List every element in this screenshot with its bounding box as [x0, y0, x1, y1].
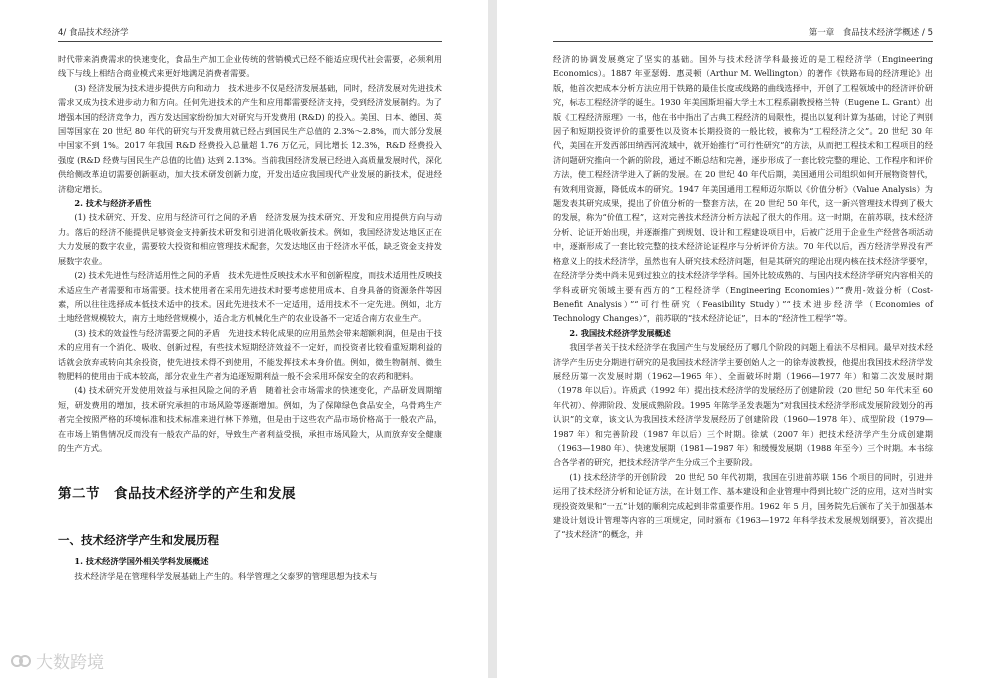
paragraph: (1) 技术经济学的开创阶段 20 世纪 50 年代初期，我国在引进前苏联 156 个项目的同时，引进并运用了技术经济分析和论证方法，在计划工作、基本建设和企业管理中得到比较广泛的应用，这对当时实现投资效果和“一五”计划的顺利完成起到非常重要作用。1962 年 5 月，国务院先后颁布了关于加强基本建设计划设计管理等内容的三项规定，同时颁布《1963—1972 年科学技术发展规划纲要》，首次提出了“技术经济”的概念，并 [553, 471, 933, 540]
subheading: 1. 技术经济学国外相关学科发展概述 [74, 556, 209, 567]
right-header-title: 第一章 食品技术经济学概述 [808, 28, 920, 38]
section-title: 第二节 食品技术经济学的产生和发展 [58, 486, 296, 503]
subheading: 2. 我国技术经济学发展概述 [569, 327, 671, 338]
paragraph: (3) 技术的效益性与经济需要之间的矛盾 先进技术转化成果的应用虽然会带来超额利润，但是由于技术的应用有一个消化、吸收、创新过程，有些技术短期经济效益不一定好，而投资者比较看重短期利益的话就会放弃或转向其余投资，使先进技术得不到使用，不能发挥技术本身价值。例如，微生物制剂、微生物肥料的使用由于成本较高，部分农业生产者为追逐短期利益一般不会采用环保安全的农药和肥料。 [58, 327, 442, 381]
right-page-header [553, 26, 933, 42]
paragraph: 我国学者关于技术经济学在我国产生与发展经历了哪几个阶段的问题上看法不尽相同。最早对技术经济学产生历史分期进行研究的是我国技术经济学主要创始人之一的徐寿波教授，他提出我国技术经济学发展经历第一次发展时期（1962—1965 年）、全面破坏时期（1966—1977 年）和第二次发展时期（1978 年以后）。许质武（1992 年）提出技术经济学的发展经历了创建阶段（20 世纪 50 年代末至 60 年代初）、停滞阶段、发展成熟阶段。1995 年陈学圣发表题为“对我国技术经济学形成发展阶段划分的再认识”的文章，该文认为我国技术经济学发展经历了创建阶段（1960—1978 年）、成型阶段（1979—1987 年）和完善阶段（1987 年以后）三个时期。徐斌（2007 年）把技术经济学产生分成创建期（1963—1980 年）、快速发展期（1981—1987 年）和缓慢发展期（1988 年至今）三个时期。本书综合各学者的研究，把技术经济学产生分成三个主要阶段。 [553, 342, 933, 468]
paragraph: (3) 经济发展为技术进步提供方向和动力 技术进步不仅是经济发展基础，同时，经济发展对先进技术需求又成为技术进步动力和方向。任何先进技术的产生和应用都需要经济支持，受到经济发展制约。为了增强本国的经济竞争力，西方发达国家纷纷加大对研究与开发费用 (R&D) 的投入。美国、日本、德国、英国等国家在 20 世纪 80 年代的研究与开发费用就已经占到国民生产总值的 2.3%～2.8%，而大部分发展中国家不到 1%。2017 年我国 R&D 经费投入总量超 1.76 万亿元，同比增长 12.3%，R&D 经费投入强度 (R&D 经费与国民生产总值的比值) 达到 2.13%。当前我国经济发展已经进入高质量发展时代，深化供给侧改革迫切需要创新驱动，加大技术研发创新力度，开发出适应我国现代产业发展的新技术，促进经济稳定增长。 [58, 82, 442, 194]
page-number: / 5 [922, 28, 933, 38]
chapter-heading: 一、技术经济学产生和发展历程 [58, 533, 219, 548]
paragraph: (4) 技术研究开发使用效益与承担风险之间的矛盾 随着社会市场需求的快速变化，产品研发周期缩短，研发费用的增加，技术研究承担的市场风险等逐渐增加。例如，为了保障绿色食品安全，乌骨鸡生产者完全按照严格的环境标准和技术标准来进行林下养殖，但是由于这些农产品市场价格高于一般农产品，在市场上销售情况反而没有一般农产品的好，导致生产者利益受损，承担市场风险大，从而放弃安全健康的生产方式。 [58, 385, 442, 453]
subheading: 2. 技术与经济矛盾性 [74, 198, 152, 209]
left-header-title: 4/ 食品技术经济学 [58, 28, 129, 38]
paragraph: 经济的协调发展奠定了坚实的基础。国外与技术经济学科最接近的是工程经济学（Engineering Economics）。1887 年亚瑟姆．惠灵顿（Arthur M. Wellington）的著作《铁路布局的经济理论》出版，他首次把成本分析方法应用于铁路的最佳长度或线路的曲线选择中，开创了工程领域中的经济评价研究，标志工程经济学的诞生。1930 年美国斯坦福大学土木工程系副教授格兰特（Eugene L. Grant）出版《工程经济原理》一书，他在书中指出了古典工程经济的局限性，提出以复利计算为基础，讨论了判别因子和短期投资评价的重要性以及资本长期投资的一般比较，被称为“工程经济之父”。20 世纪 30 年代，美国在开发西部田纳西河流域中，就开始推行“可行性研究”的方法，从而把工程技术和工程项目的经济问题研究推向一个新的阶段，通过不断总结和完善，逐步形成了一套比较完整的理论、工作程序和评价方法，使工程经济学进入了新的发展。在 20 世纪 40 年代后期，美国通用公司组织如何开展物资替代，有效利用资源，降低成本的研究。1947 年美国通用工程师迈尔斯以《价值分析》（Value Analysis）为题发表其研究成果，提出了价值分析的一整套方法，在 20 世纪 50 年代，这一新兴管理技术得到了极大的发展，称为“价值工程”，这对完善技术经济分析方法起了很大的作用。这一时期，在前苏联，技术经济分析、论证开始出现，并逐渐推广到规划、设计和工程建设项目中，后被广泛用于企业生产经营各项活动中，逐渐形成了一套比较完整的技术经济论证程序与分析评价方法。70 年代以后，西方经济学界没有严格意义上的技术经济学，虽然也有人研究技术经济问题，但是其研究的理论出现内核在技术经济学要窄，在经济学分类中尚未见到过独立的技术经济学学科。国外比较成熟的、与国内技术经济学研究内容相关的学科或研究领域主要有西方的“工程经济学（Engineering Economies）”“费用-效益分析（Cost-Benefit Analysis）”“可行性研究（Feasibility Study）”“技术进步经济学（Economies of Technology Changes）”，前苏联的“技术经济论证”，日本的“经济性工程学”等。 [553, 54, 933, 324]
paragraph: 技术经济学是在管理科学发展基础上产生的。科学管理之父泰罗的管理思想为技术与 [74, 570, 378, 581]
left-page [0, 0, 488, 678]
paragraph: (1) 技术研究、开发、应用与经济可行之间的矛盾 经济发展为技术研究、开发和应用提供方向与动力。落后的经济不能提供足够资金支持新技术研发和引进消化吸收新技术。例如，我国经济发达地区正在大力发展的数字农业，需要较大投资和相应管理技术配套，欠发达地区由于经济水平低，缺乏资金支持发展数字农业。 [58, 212, 442, 266]
paragraph: (2) 技术先进性与经济适用性之间的矛盾 技术先进性反映技术水平和创新程度，而技术适用性反映技术适应生产者需要和市场需要。技术使用者在采用先进技术时要考虑使用成本、自身具备的资源条件等因素，所以往往选择成本低技术适中的技术。因此先进技术不一定适用，适用技术不一定先进。例如，北方土地经营规模较大，南方土地经营规模小，适合北方机械化生产的农业设备不一定适合南方农业生产。 [58, 270, 442, 324]
left-page-header [58, 26, 442, 42]
watermark-logo-icon [10, 653, 32, 669]
watermark [10, 648, 104, 673]
watermark-text: 大数跨境 [36, 653, 104, 673]
paragraph: 时代带来消费需求的快速变化，食品生产加工企业传统的营销模式已经不能适应现代社会需要，必须利用线下与线上相结合商业模式来更好地满足消费者需要。 [58, 54, 442, 79]
right-page [497, 0, 985, 678]
